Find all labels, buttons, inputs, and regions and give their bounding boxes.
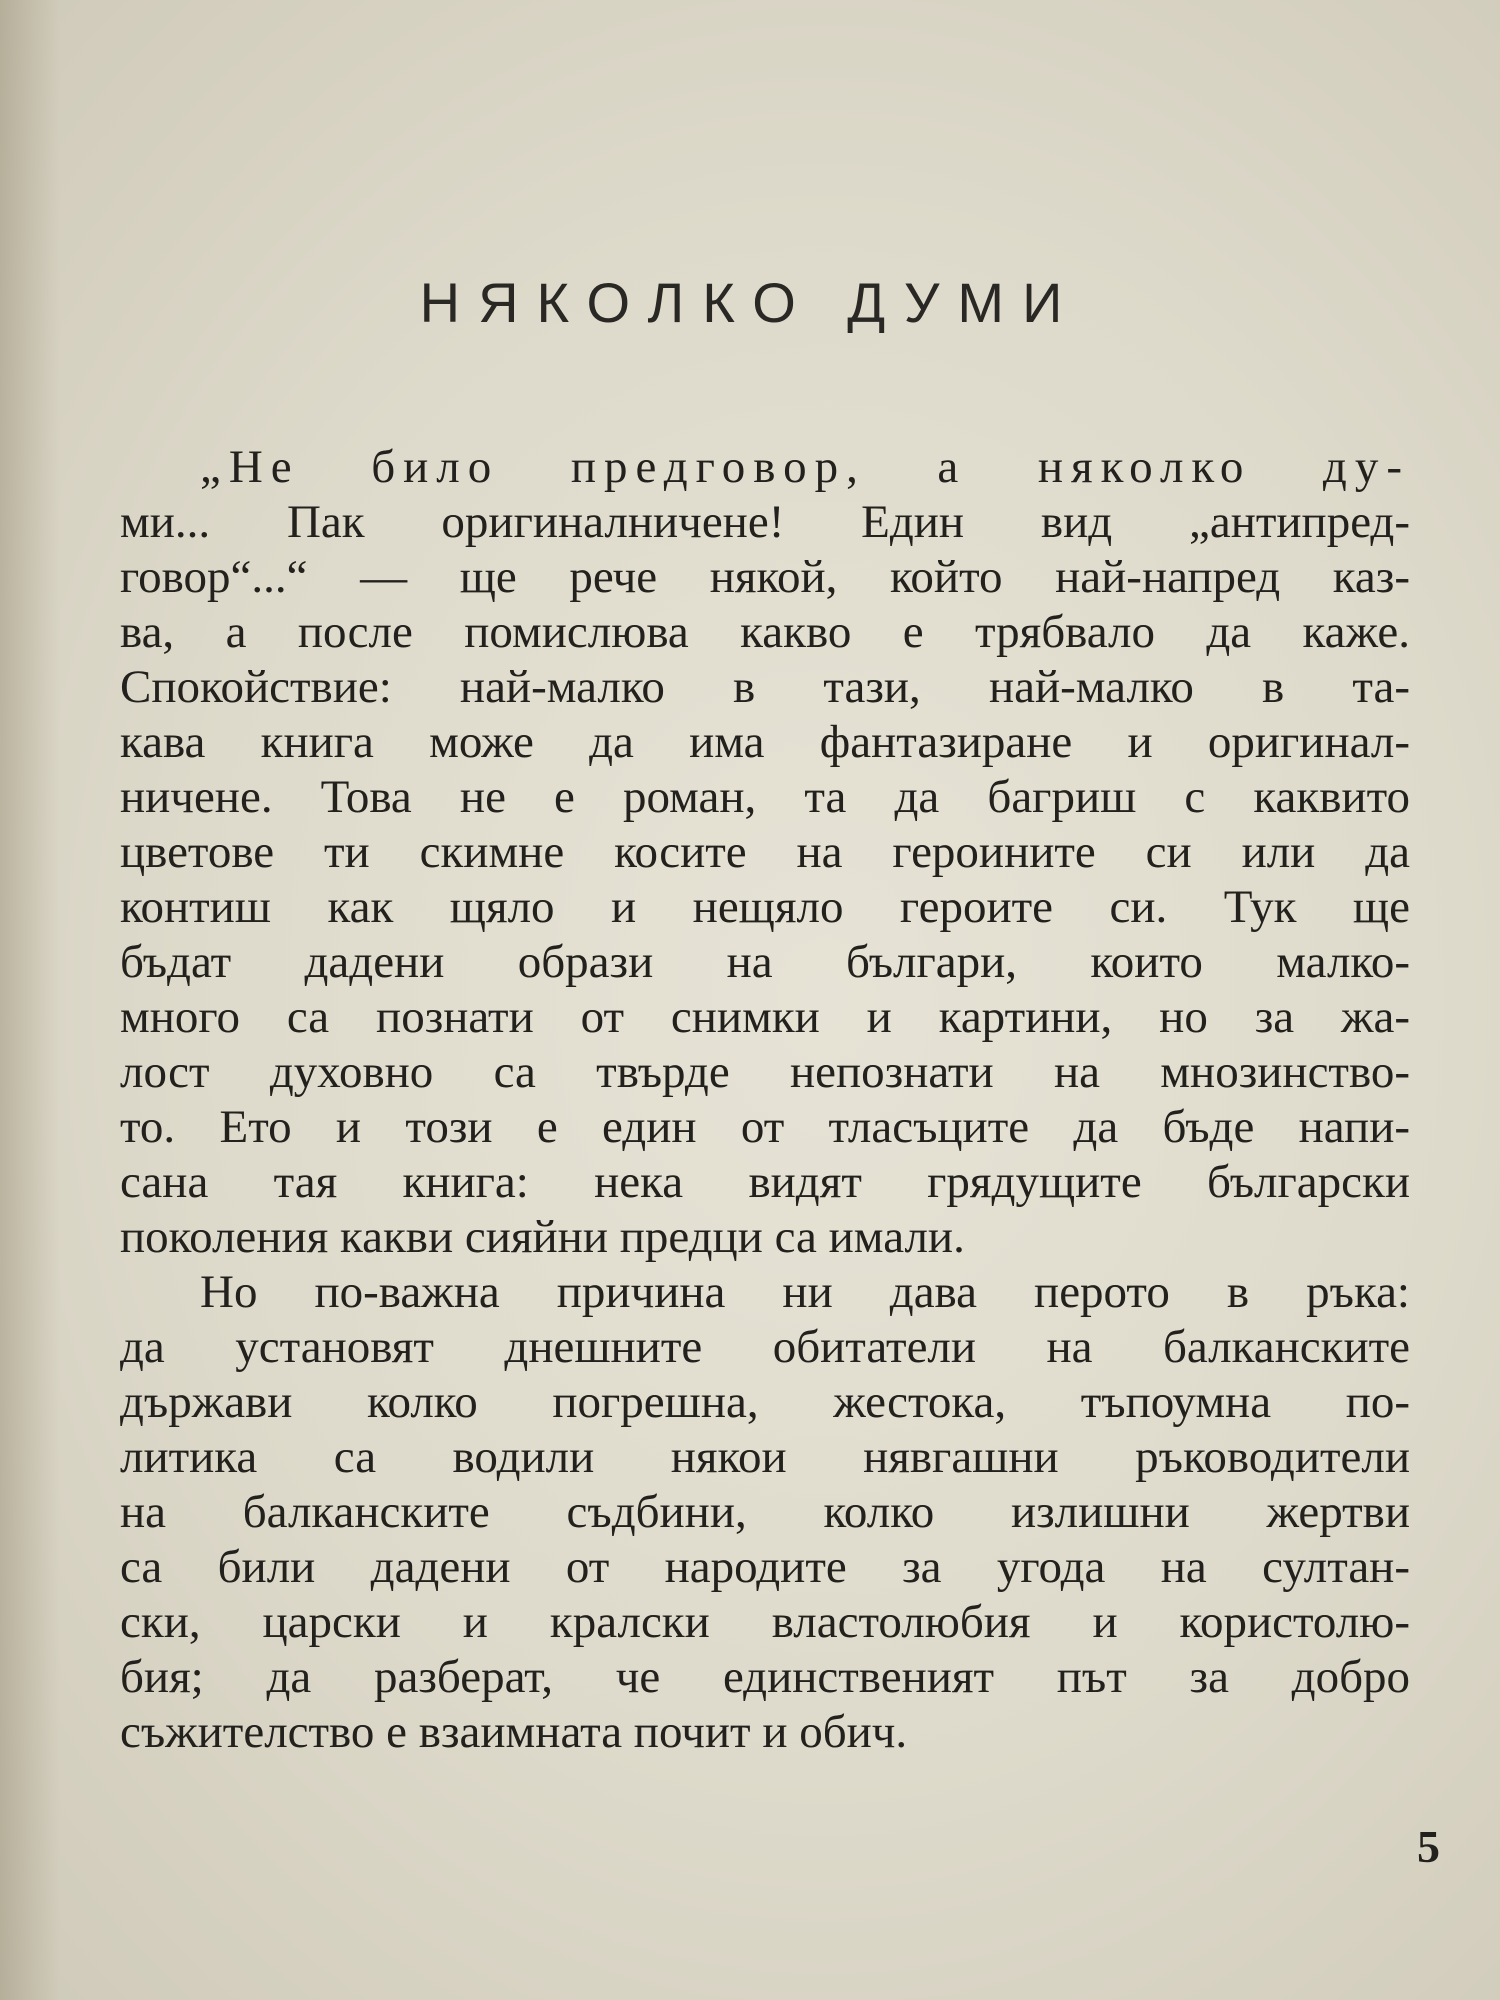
text-line: „Не било предговор, а няколко ду- [200,441,1410,493]
text-line: ми... Пак оригиналничене! Един вид „антипред- [120,496,1410,548]
text-line: лост духовно са твърде непознати на мнозинство- [120,1046,1410,1098]
text-line: бъдат дадени образи на българи, които малко- [120,936,1410,988]
text-line: контиш как щяло и нещяло героите си. Тук ще [120,881,1410,933]
text-line: държави колко погрешна, жестока, тъпоумна по- [120,1376,1410,1428]
text-line: да установят днешните обитатели на балканските [120,1321,1410,1373]
text-line: то. Ето и този е един от тласъците да бъде напи- [120,1101,1410,1153]
text-line: ски, царски и кралски властолюбия и користолю- [120,1596,1410,1648]
text-line: бия; да разберат, че единственият път за добро [120,1651,1410,1703]
text-line: на балканските съдбини, колко излишни жертви [120,1486,1410,1538]
body-text [120,440,1410,1760]
text-line: Спокойствие: най-малко в тази, най-малко в та- [120,661,1410,713]
text-line: цветове ти скимне косите на героините си или да [120,826,1410,878]
text-line: литика са водили някои нявгашни ръководители [120,1431,1410,1483]
page-number: 5 [1417,1821,1440,1872]
text-line: говор“...“ — ще рече някой, който най-напред каз- [120,551,1410,603]
text-line: ва, а после помислюва какво е трябвало да каже. [120,606,1410,658]
text-line: ничене. Това не е роман, та да багриш с каквито [120,771,1410,823]
text-line: съжителство е взаимната почит и обич. [120,1706,908,1758]
text-line: Но по-важна причина ни дава перото в ръка: [200,1266,1410,1318]
text-line: поколения какви сияйни предци са имали. [120,1211,965,1263]
text-line: много са познати от снимки и картини, но за жа- [120,991,1410,1043]
chapter-title: НЯКОЛКО ДУМИ [419,271,1081,334]
text-line: кава книга може да има фантазиране и оригинал- [120,716,1410,768]
text-line: сана тая книга: нека видят грядущите български [120,1156,1410,1208]
text-line: са били дадени от народите за угода на султан- [120,1541,1410,1593]
